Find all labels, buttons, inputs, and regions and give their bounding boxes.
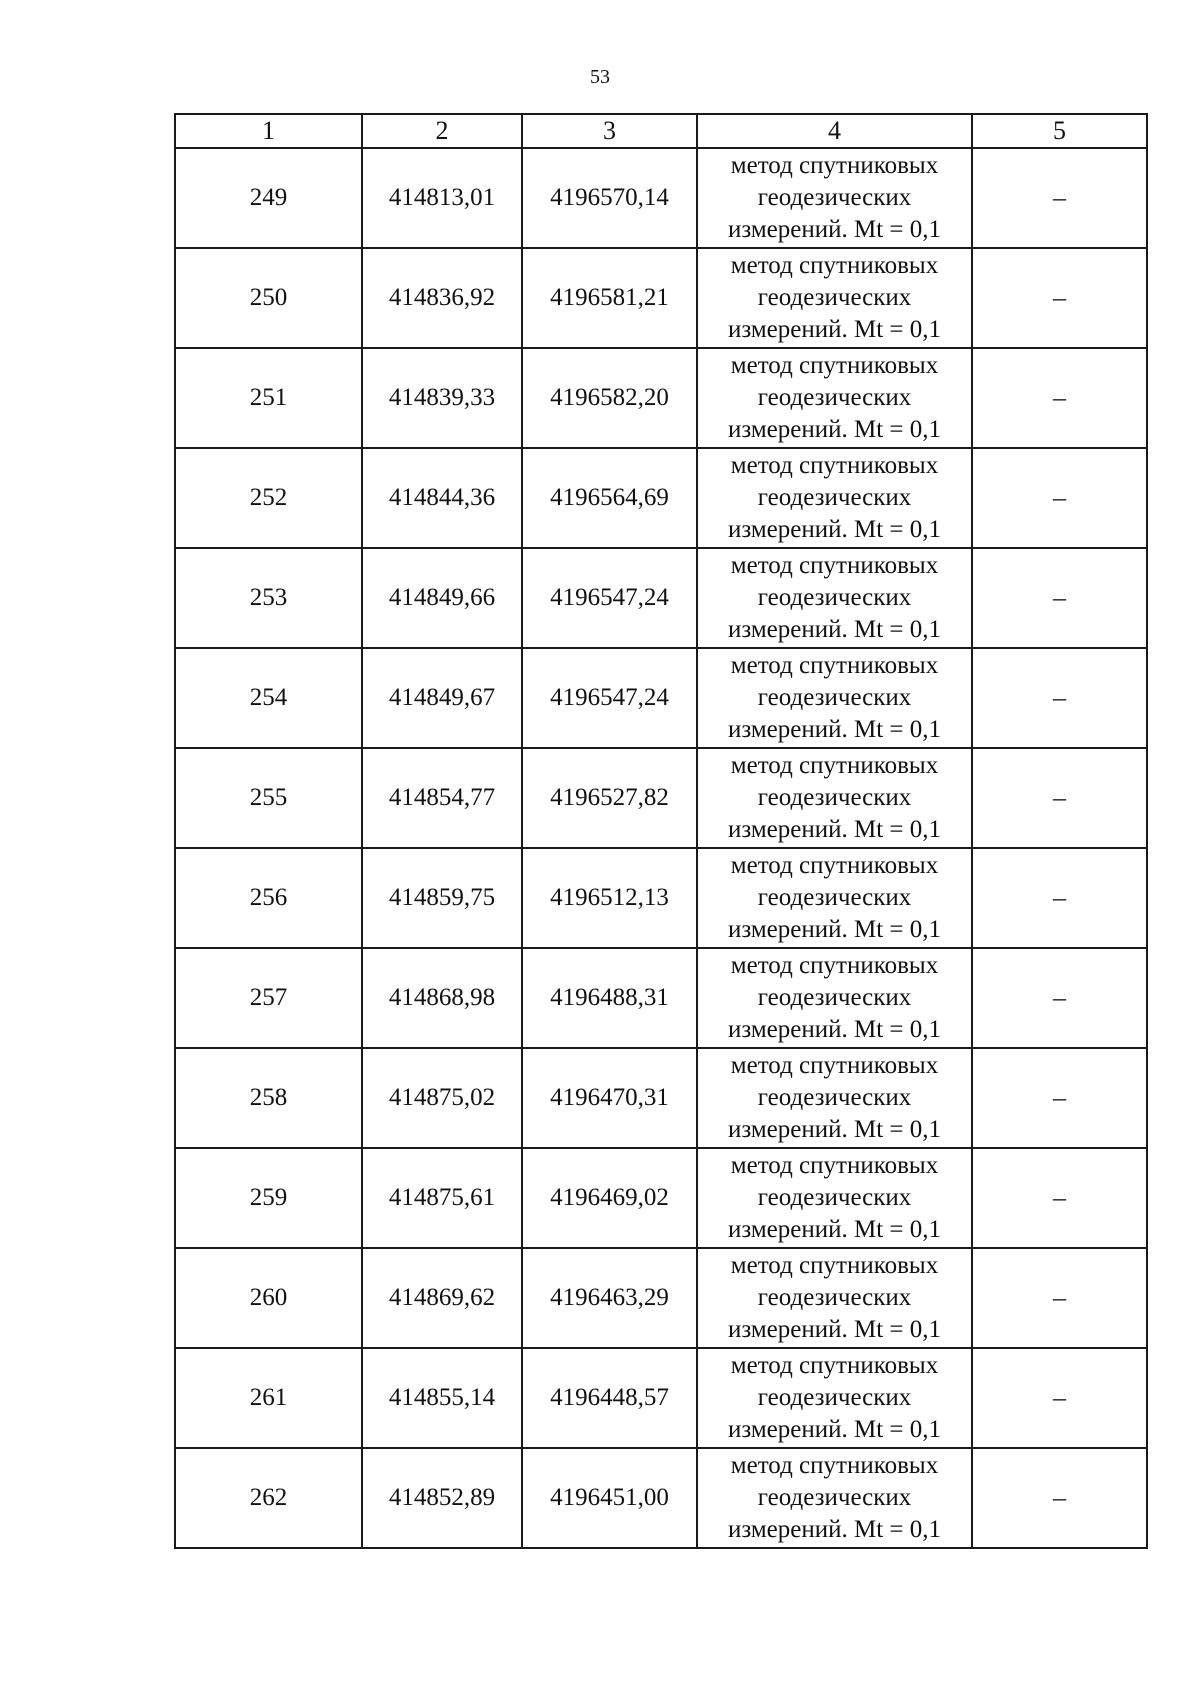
method-cell bbox=[697, 148, 972, 248]
method-line: измерений. Mt = 0,1 bbox=[727, 516, 942, 543]
y-coordinate-cell: 4196570,14 bbox=[522, 148, 697, 248]
x-coordinate-cell: 414813,01 bbox=[362, 148, 522, 248]
method-line: метод спутниковых bbox=[730, 252, 939, 279]
table-row bbox=[175, 848, 1147, 948]
table-row bbox=[175, 348, 1147, 448]
method-line: геодезических bbox=[757, 184, 912, 211]
table-row bbox=[175, 948, 1147, 1048]
x-coordinate-cell: 414868,98 bbox=[362, 948, 522, 1048]
method-line: измерений. Mt = 0,1 bbox=[727, 1416, 942, 1443]
table-row bbox=[175, 1148, 1147, 1248]
header-cell-4: 4 bbox=[697, 114, 972, 148]
method-line: метод спутниковых bbox=[730, 852, 939, 879]
note-cell: – bbox=[972, 1248, 1147, 1348]
method-line: метод спутниковых bbox=[730, 152, 939, 179]
method-line: метод спутниковых bbox=[730, 1052, 939, 1079]
y-coordinate-cell: 4196469,02 bbox=[522, 1148, 697, 1248]
method-line: метод спутниковых bbox=[730, 1152, 939, 1179]
coordinates-table-container bbox=[174, 113, 1146, 1549]
note-cell: – bbox=[972, 1148, 1147, 1248]
table-row bbox=[175, 448, 1147, 548]
x-coordinate-cell: 414875,61 bbox=[362, 1148, 522, 1248]
method-line: геодезических bbox=[757, 384, 912, 411]
method-cell bbox=[697, 348, 972, 448]
method-line: измерений. Mt = 0,1 bbox=[727, 1316, 942, 1343]
x-coordinate-cell: 414855,14 bbox=[362, 1348, 522, 1448]
method-line: метод спутниковых bbox=[730, 452, 939, 479]
method-line: измерений. Mt = 0,1 bbox=[727, 1516, 942, 1543]
note-cell: – bbox=[972, 748, 1147, 848]
x-coordinate-cell: 414844,36 bbox=[362, 448, 522, 548]
y-coordinate-cell: 4196512,13 bbox=[522, 848, 697, 948]
x-coordinate-cell: 414859,75 bbox=[362, 848, 522, 948]
method-line: измерений. Mt = 0,1 bbox=[727, 1116, 942, 1143]
header-row bbox=[175, 114, 1147, 148]
note-cell: – bbox=[972, 548, 1147, 648]
method-line: измерений. Mt = 0,1 bbox=[727, 616, 942, 643]
table-row bbox=[175, 648, 1147, 748]
header-cell-5: 5 bbox=[972, 114, 1147, 148]
method-line: геодезических bbox=[757, 984, 912, 1011]
header-cell-1: 1 bbox=[175, 114, 362, 148]
method-line: метод спутниковых bbox=[730, 1352, 939, 1379]
method-line: измерений. Mt = 0,1 bbox=[727, 716, 942, 743]
method-line: измерений. Mt = 0,1 bbox=[727, 916, 942, 943]
point-number-cell: 261 bbox=[175, 1348, 362, 1448]
x-coordinate-cell: 414852,89 bbox=[362, 1448, 522, 1548]
method-line: метод спутниковых bbox=[730, 1452, 939, 1479]
note-cell: – bbox=[972, 1348, 1147, 1448]
method-cell bbox=[697, 648, 972, 748]
table-body bbox=[175, 148, 1147, 1548]
method-line: измерений. Mt = 0,1 bbox=[727, 316, 942, 343]
method-line: геодезических bbox=[757, 1384, 912, 1411]
point-number-cell: 260 bbox=[175, 1248, 362, 1348]
method-line: геодезических bbox=[757, 784, 912, 811]
method-line: метод спутниковых bbox=[730, 552, 939, 579]
note-cell: – bbox=[972, 248, 1147, 348]
point-number-cell: 253 bbox=[175, 548, 362, 648]
method-line: измерений. Mt = 0,1 bbox=[727, 1216, 942, 1243]
method-line: геодезических bbox=[757, 884, 912, 911]
table-header bbox=[175, 114, 1147, 148]
note-cell: – bbox=[972, 648, 1147, 748]
method-line: геодезических bbox=[757, 1084, 912, 1111]
method-line: геодезических bbox=[757, 1184, 912, 1211]
point-number-cell: 252 bbox=[175, 448, 362, 548]
y-coordinate-cell: 4196527,82 bbox=[522, 748, 697, 848]
note-cell: – bbox=[972, 1448, 1147, 1548]
method-line: геодезических bbox=[757, 584, 912, 611]
y-coordinate-cell: 4196470,31 bbox=[522, 1048, 697, 1148]
method-line: измерений. Mt = 0,1 bbox=[727, 216, 942, 243]
x-coordinate-cell: 414849,67 bbox=[362, 648, 522, 748]
table-row bbox=[175, 1448, 1147, 1548]
point-number-cell: 259 bbox=[175, 1148, 362, 1248]
method-cell bbox=[697, 1348, 972, 1448]
method-cell bbox=[697, 548, 972, 648]
x-coordinate-cell: 414854,77 bbox=[362, 748, 522, 848]
note-cell: – bbox=[972, 348, 1147, 448]
x-coordinate-cell: 414849,66 bbox=[362, 548, 522, 648]
x-coordinate-cell: 414839,33 bbox=[362, 348, 522, 448]
method-cell bbox=[697, 1248, 972, 1348]
y-coordinate-cell: 4196488,31 bbox=[522, 948, 697, 1048]
y-coordinate-cell: 4196448,57 bbox=[522, 1348, 697, 1448]
note-cell: – bbox=[972, 1048, 1147, 1148]
method-cell bbox=[697, 1048, 972, 1148]
page-number: 53 bbox=[590, 66, 610, 88]
method-line: метод спутниковых bbox=[730, 1252, 939, 1279]
table-row bbox=[175, 548, 1147, 648]
point-number-cell: 250 bbox=[175, 248, 362, 348]
point-number-cell: 258 bbox=[175, 1048, 362, 1148]
note-cell: – bbox=[972, 948, 1147, 1048]
note-cell: – bbox=[972, 448, 1147, 548]
y-coordinate-cell: 4196463,29 bbox=[522, 1248, 697, 1348]
point-number-cell: 262 bbox=[175, 1448, 362, 1548]
x-coordinate-cell: 414869,62 bbox=[362, 1248, 522, 1348]
method-line: геодезических bbox=[757, 484, 912, 511]
method-line: измерений. Mt = 0,1 bbox=[727, 1016, 942, 1043]
y-coordinate-cell: 4196547,24 bbox=[522, 648, 697, 748]
method-cell bbox=[697, 448, 972, 548]
x-coordinate-cell: 414836,92 bbox=[362, 248, 522, 348]
method-line: измерений. Mt = 0,1 bbox=[727, 416, 942, 443]
table-row bbox=[175, 248, 1147, 348]
point-number-cell: 256 bbox=[175, 848, 362, 948]
table-row bbox=[175, 1048, 1147, 1148]
point-number-cell: 254 bbox=[175, 648, 362, 748]
method-cell bbox=[697, 748, 972, 848]
y-coordinate-cell: 4196547,24 bbox=[522, 548, 697, 648]
coordinates-table bbox=[174, 113, 1148, 1549]
header-cell-3: 3 bbox=[522, 114, 697, 148]
point-number-cell: 255 bbox=[175, 748, 362, 848]
y-coordinate-cell: 4196564,69 bbox=[522, 448, 697, 548]
note-cell: – bbox=[972, 148, 1147, 248]
method-line: метод спутниковых bbox=[730, 952, 939, 979]
header-cell-2: 2 bbox=[362, 114, 522, 148]
method-line: измерений. Mt = 0,1 bbox=[727, 816, 942, 843]
method-cell bbox=[697, 948, 972, 1048]
method-line: метод спутниковых bbox=[730, 352, 939, 379]
y-coordinate-cell: 4196582,20 bbox=[522, 348, 697, 448]
x-coordinate-cell: 414875,02 bbox=[362, 1048, 522, 1148]
method-line: метод спутниковых bbox=[730, 752, 939, 779]
method-line: геодезических bbox=[757, 1284, 912, 1311]
y-coordinate-cell: 4196451,00 bbox=[522, 1448, 697, 1548]
method-cell bbox=[697, 848, 972, 948]
method-line: геодезических bbox=[757, 284, 912, 311]
point-number-cell: 249 bbox=[175, 148, 362, 248]
point-number-cell: 251 bbox=[175, 348, 362, 448]
method-line: метод спутниковых bbox=[730, 652, 939, 679]
table-row bbox=[175, 748, 1147, 848]
table-row bbox=[175, 1248, 1147, 1348]
y-coordinate-cell: 4196581,21 bbox=[522, 248, 697, 348]
table-row bbox=[175, 1348, 1147, 1448]
point-number-cell: 257 bbox=[175, 948, 362, 1048]
table-row bbox=[175, 148, 1147, 248]
method-cell bbox=[697, 1448, 972, 1548]
method-cell bbox=[697, 1148, 972, 1248]
note-cell: – bbox=[972, 848, 1147, 948]
method-cell bbox=[697, 248, 972, 348]
method-line: геодезических bbox=[757, 1484, 912, 1511]
method-line: геодезических bbox=[757, 684, 912, 711]
